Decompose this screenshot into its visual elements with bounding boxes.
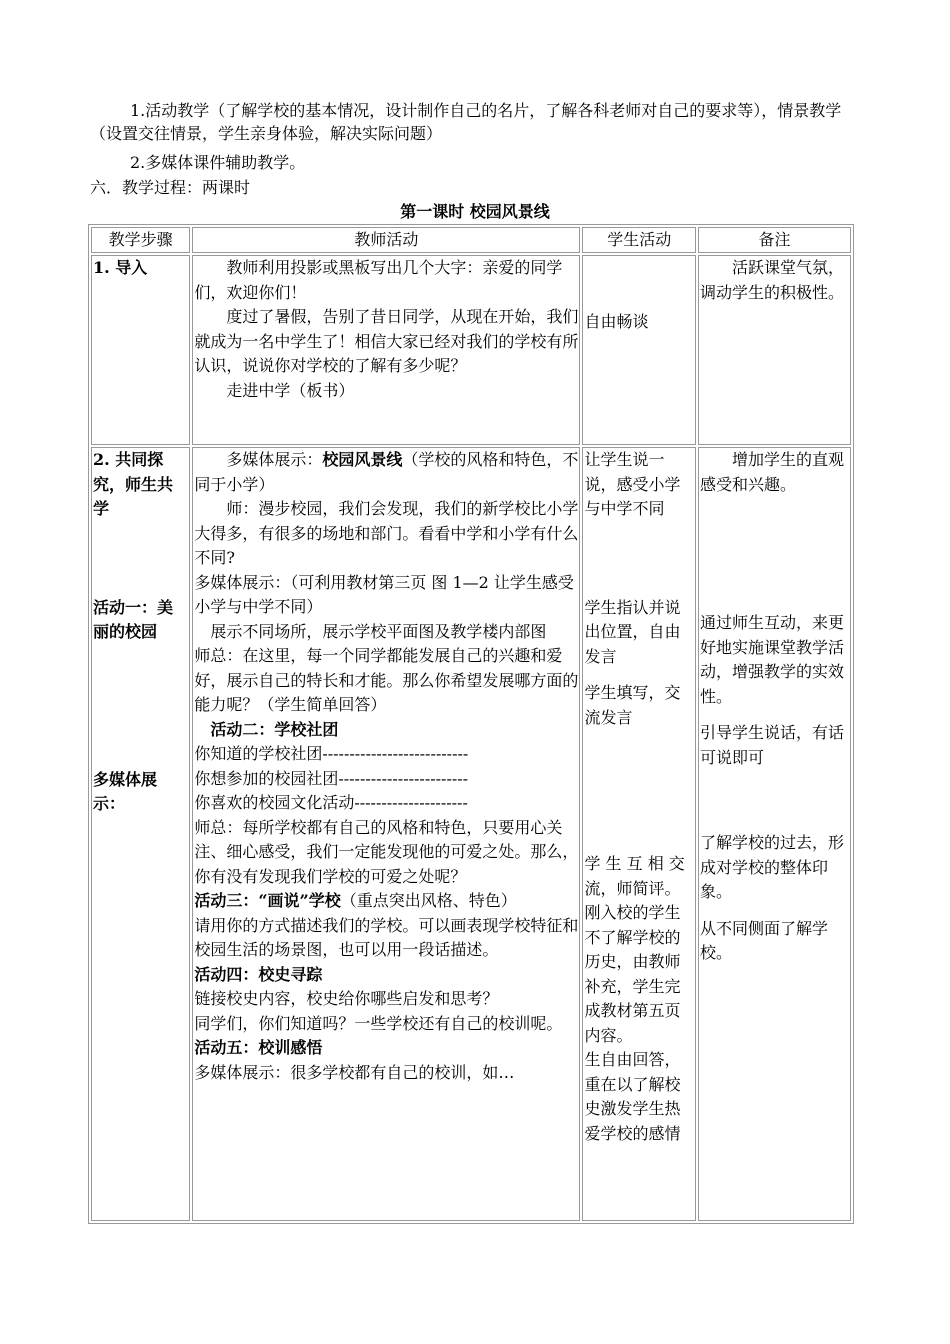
teacher-text: 活动二：学校社团 [210, 719, 339, 739]
student-text: 生自由回答，重在以了解校史激发学生热爱学校的感情 [584, 1050, 681, 1143]
step-intro: 1. 导入 [91, 255, 190, 445]
student-text: 让学生说一说，感受小学与中学不同 [584, 450, 681, 518]
table-row [91, 255, 851, 445]
teacher-text: 活动五：校训感悟 [194, 1038, 323, 1057]
step-text: 2. 共同探究，师生共学 [93, 450, 174, 518]
teacher-text: 多媒体展示：很多学校都有自己的校训，如… [194, 1062, 515, 1082]
intro-paragraph-3: 六．教学过程：两课时 [90, 178, 251, 197]
text-span: 多媒体展示： [226, 450, 323, 469]
teacher-text: 师总：每所学校都有自己的风格和特色，只要用心关注、细心感受，我们一定能发现他的可爱之处。那么，你有没有发现我们学校的可爱之处呢？ [194, 817, 579, 886]
note [698, 255, 851, 445]
note-text: 活跃课堂气氛，调动学生的积极性。 [699, 258, 844, 302]
step-explore [91, 447, 190, 1221]
text-span: （重点突出风格、特色） [340, 891, 517, 910]
step-text: 多媒体展示： [93, 769, 158, 813]
teacher-text: 师：漫步校园，我们会发现，我们的新学校比小学大得多，有很多的场地和部门。看看中学和小学有什么不同? [194, 499, 579, 567]
student-text: 自由畅谈 [584, 312, 649, 331]
header-step: 教学步骤 [91, 227, 190, 253]
teacher-text: 你喜欢的校园文化活动--------------------- [194, 793, 468, 812]
teacher-text: 链接校史内容，校史给你哪些启发和思考？ [194, 989, 499, 1008]
teacher-text: 度过了暑假，告别了昔日同学，从现在开始，我们就成为一名中学生了！相信大家已经对我们的学校有所认识，说说你对学校的了解有多少呢？ [194, 307, 579, 375]
text-span: （学校的风格和特色，不同于小学） [194, 450, 579, 494]
teacher-text: 活动四：校史寻踪 [194, 964, 323, 984]
teacher-activity [192, 255, 580, 445]
text-span: 活动三：“画说”学校 [194, 891, 341, 910]
student-activity [582, 255, 696, 445]
header-student: 学生活动 [582, 227, 696, 253]
teacher-text: 师总：在这里，每一个同学都能发展自己的兴趣和爱好，展示自己的特长和才能。那么你希望发展哪方面的能力呢？（学生简单回答） [194, 646, 579, 714]
intro-paragraph-1: 1.活动教学（了解学校的基本情况，设计制作自己的名片，了解各科老师对自己的要求等），情景教学（设置交往情景，学生亲身体验，解决实际问题） [90, 101, 842, 143]
table-row [91, 447, 851, 1221]
step-text: 活动一：美丽的校园 [93, 597, 174, 641]
intro-paragraph-2: 2.多媒体课件辅助教学。 [130, 153, 306, 172]
teacher-text: 你想参加的校园社团------------------------ [194, 768, 469, 788]
teacher-text: 请用你的方式描述我们的学校。可以画表现学校特征和校园生活的场景图，也可以用一段话描述。 [194, 915, 579, 959]
header-note: 备注 [698, 227, 851, 253]
note-text: 增加学生的直观感受和兴趣。 [699, 450, 844, 494]
teacher-text [194, 448, 578, 497]
teacher-text [194, 889, 578, 914]
teacher-text: 教师利用投影或黑板写出几个大字：亲爱的同学们，欢迎你们！ [194, 258, 563, 302]
note [698, 447, 851, 1221]
lesson-table [88, 224, 854, 1224]
teacher-text: 走进中学（板书） [226, 380, 355, 400]
note-text: 了解学校的过去，形成对学校的整体印象。 [699, 833, 844, 901]
student-text: 学 生 互 相 交流，师简评。 [584, 854, 685, 898]
teacher-text: 你知道的学校社团--------------------------- [194, 744, 469, 763]
teacher-text: 同学们，你们知道吗？一些学校还有自己的校训呢。 [194, 1013, 563, 1033]
header-teacher: 教师活动 [192, 227, 580, 253]
teacher-text: 展示不同场所，展示学校平面图及教学楼内部图 [210, 621, 547, 641]
table-title: 第一课时 校园风景线 [400, 202, 550, 221]
note-text: 通过师生互动，来更好地实施课堂教学活动，增强教学的实效性。 [699, 613, 844, 706]
note-text: 引导学生说话，有话可说即可 [699, 723, 844, 767]
table-header-row [91, 227, 851, 253]
note-text: 从不同侧面了解学校。 [699, 918, 828, 962]
student-text: 学生指认并说出位置，自由发言 [584, 597, 681, 666]
text-span: 校园风景线 [322, 450, 403, 469]
teacher-activity [192, 447, 580, 1221]
student-activity [582, 447, 696, 1221]
teacher-text: 多媒体展示：（可利用教材第三页 图 1—2 让学生感受小学与中学不同） [194, 572, 574, 616]
student-text: 刚入校的学生不了解学校的历史，由教师补充，学生完成教材第五页内容。 [584, 903, 681, 1045]
student-text: 学生填写，交流发言 [584, 683, 681, 727]
